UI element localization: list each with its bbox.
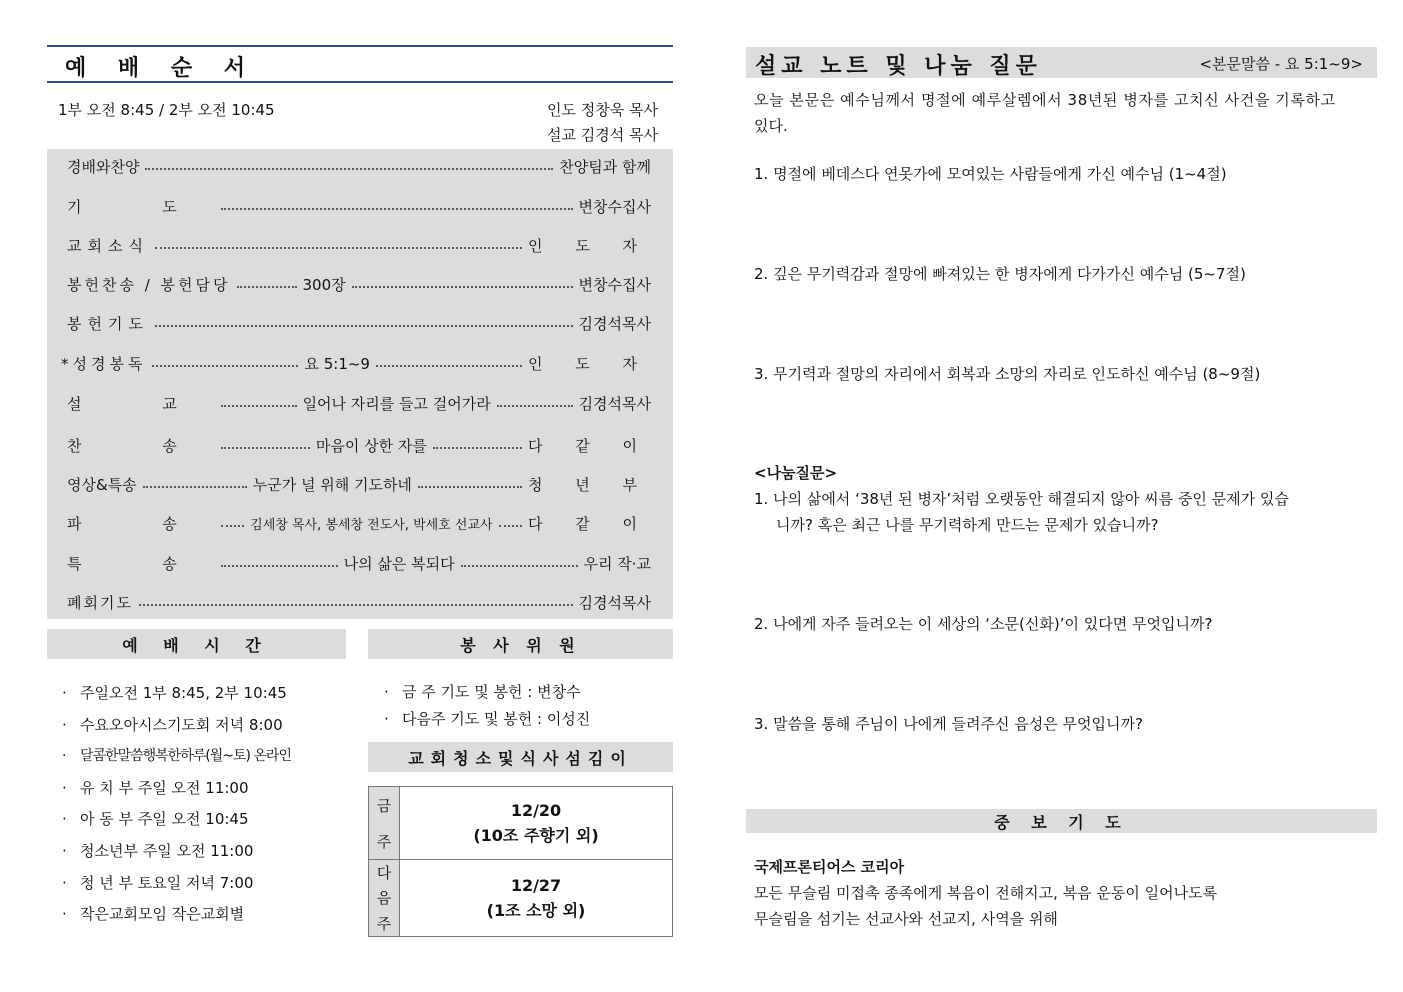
- list-item: · 청소년부 주일 오전 11:00: [62, 842, 254, 860]
- order-right: 찬양팀과 함께: [559, 157, 651, 176]
- cleaning-table: [368, 786, 673, 937]
- sermon-title: 설교 노트 및 나눔 질문: [755, 54, 1042, 79]
- order-row: [61, 352, 651, 374]
- order-label: 교회소식: [67, 236, 149, 255]
- cleaning-week-label: 금 주: [369, 787, 400, 859]
- dot-leader: [499, 525, 522, 527]
- cleaning-row: [400, 787, 672, 860]
- service-schedule: 1부 오전 8:45 / 2부 오전 10:45: [58, 101, 275, 119]
- cleaning-row: [400, 860, 672, 936]
- order-middle: 300장: [302, 275, 346, 294]
- sharing-question-cont: 니까? 혹은 최근 나를 무기력하게 만드는 문제가 있습니까?: [776, 516, 1159, 534]
- sermon-intro-cont: 있다.: [754, 117, 788, 135]
- dot-leader: [461, 565, 578, 567]
- list-item: · 유 치 부 주일 오전 11:00: [62, 779, 249, 797]
- list-item: · 수요오아시스기도회 저녁 8:00: [62, 716, 283, 734]
- prayer-text: 모든 무슬림 미접촉 종족에게 복음이 전해지고, 복음 운동이 일어나도록: [754, 884, 1218, 902]
- list-item: · 청 년 부 토요일 저녁 7:00: [62, 874, 254, 892]
- order-label: *성경봉독: [61, 354, 147, 373]
- dot-leader: [221, 405, 297, 407]
- prayer-org: 국제프론티어스 코리아: [754, 858, 905, 876]
- order-label: 봉헌기도: [67, 314, 149, 333]
- order-middle: 누군가 널 위해 기도하네: [252, 475, 412, 494]
- order-right: 청 년 부: [527, 475, 651, 494]
- order-row: [67, 273, 651, 295]
- order-header: [47, 45, 673, 83]
- order-middle: 김세창 목사, 봉세창 전도사, 박세호 선교사: [250, 517, 493, 533]
- order-row: [67, 155, 651, 177]
- times-header: 예 배 시 간: [47, 629, 346, 659]
- dot-leader: [143, 486, 247, 488]
- order-title: 예 배 순 서: [65, 56, 257, 81]
- order-right: 김경석목사: [578, 593, 651, 612]
- sharing-title: <나눔질문>: [754, 464, 838, 482]
- order-middle: 요 5:1~9: [304, 354, 370, 373]
- dot-leader: [352, 286, 573, 288]
- cleaning-group: (10조 주향기 외): [473, 826, 599, 845]
- order-label: 특 송: [67, 554, 215, 573]
- order-label: 기 도: [67, 197, 215, 216]
- preacher-name: 설교 김경석 목사: [547, 126, 658, 144]
- cleaning-group: (1조 소망 외): [486, 901, 586, 920]
- cleaning-date: 12/20: [510, 801, 562, 820]
- dot-leader: [152, 365, 298, 367]
- order-row: [67, 312, 651, 334]
- order-right: 다 같 이: [528, 436, 652, 455]
- sermon-point: 2. 깊은 무기력감과 절망에 빠져있는 한 병자에게 다가가신 예수님 (5~7절): [754, 265, 1246, 283]
- sharing-question: 1. 나의 삶에서 ‘38년 된 병자’처럼 오랫동안 해결되지 않아 씨름 중인 문제가 있습: [754, 490, 1289, 508]
- order-label: 봉헌찬송 / 봉헌담당: [67, 275, 231, 294]
- dot-leader: [155, 247, 522, 249]
- dot-leader: [145, 168, 553, 170]
- dot-leader: [221, 447, 310, 449]
- dot-leader: [433, 447, 522, 449]
- dot-leader: [221, 525, 244, 527]
- sermon-header: [746, 47, 1377, 78]
- dot-leader: [376, 365, 522, 367]
- list-item: · 주일오전 1부 8:45, 2부 10:45: [62, 684, 287, 702]
- list-item: · 작은교회모임 작은교회별: [62, 905, 245, 923]
- prayer-header: 중 보 기 도: [746, 809, 1377, 833]
- list-item: · 달콤한말씀행복한하루(월~토) 온라인: [62, 748, 291, 764]
- order-row: [67, 591, 651, 613]
- list-item: · 금 주 기도 및 봉헌 : 변창수: [384, 683, 581, 701]
- list-item: · 다음주 기도 및 봉헌 : 이성진: [384, 710, 591, 728]
- order-right: 김경석목사: [578, 314, 651, 333]
- order-right: 인 도 자: [527, 236, 651, 255]
- cleaning-header: 교회청소및식사섬김이: [368, 742, 673, 772]
- dot-leader: [221, 565, 338, 567]
- dot-leader: [497, 405, 573, 407]
- order-label: 영상&특송: [67, 475, 137, 494]
- dot-leader: [155, 325, 573, 327]
- order-label: 폐회기도: [67, 593, 133, 612]
- sermon-point: 1. 명절에 베데스다 연못가에 모여있는 사람들에게 가신 예수님 (1~4절): [754, 165, 1227, 183]
- sermon-intro: 오늘 본문은 예수님께서 명절에 예루살렘에서 38년된 병자를 고치신 사건을 기록하고: [754, 91, 1336, 109]
- order-middle: 나의 삶은 복되다: [343, 554, 455, 573]
- order-label: 설 교: [67, 394, 215, 413]
- leader-name: 인도 정창욱 목사: [547, 101, 658, 119]
- dot-leader: [237, 286, 297, 288]
- order-row: [67, 195, 651, 217]
- order-right: 김경석목사: [578, 394, 652, 413]
- order-right: 우리 작·교: [583, 554, 651, 573]
- dot-leader: [221, 208, 573, 210]
- order-list: [47, 149, 673, 619]
- order-middle: 일어나 자리를 들고 걸어가라: [302, 394, 491, 413]
- order-right: 다 같 이: [527, 514, 651, 533]
- order-label: 파 송: [67, 514, 215, 533]
- order-row: [67, 392, 651, 414]
- sharing-question: 2. 나에게 자주 들려오는 이 세상의 ‘소문(신화)’이 있다면 무엇입니까?: [754, 615, 1213, 633]
- sharing-question: 3. 말씀을 통해 주님이 나에게 들려주신 음성은 무엇입니까?: [754, 715, 1143, 733]
- order-right: 변창수집사: [578, 197, 651, 216]
- scripture-reference: <본문말씀 - 요 5:1~9>: [1199, 55, 1363, 73]
- order-row: [67, 552, 651, 574]
- prayer-text: 무슬림을 섬기는 선교사와 선교지, 사역을 위해: [754, 910, 1058, 928]
- dot-leader: [139, 604, 573, 606]
- list-item: · 아 동 부 주일 오전 10:45: [62, 810, 249, 828]
- order-row: [67, 234, 651, 256]
- order-right: 변창수집사: [578, 275, 651, 294]
- order-middle: 마음이 상한 자를: [315, 436, 427, 455]
- cleaning-date: 12/27: [510, 876, 562, 895]
- order-label: 경배와찬양: [67, 157, 140, 176]
- dot-leader: [418, 486, 522, 488]
- order-row: [67, 434, 651, 456]
- order-label: 찬 송: [67, 436, 215, 455]
- cleaning-week-label: 다 음 주: [369, 860, 400, 936]
- service-header: 봉 사 위 원: [368, 629, 673, 659]
- order-row: [67, 512, 651, 534]
- order-row: [67, 473, 651, 495]
- order-right: 인 도 자: [527, 354, 651, 373]
- sermon-point: 3. 무기력과 절망의 자리에서 회복과 소망의 자리로 인도하신 예수님 (8~9절): [754, 365, 1261, 383]
